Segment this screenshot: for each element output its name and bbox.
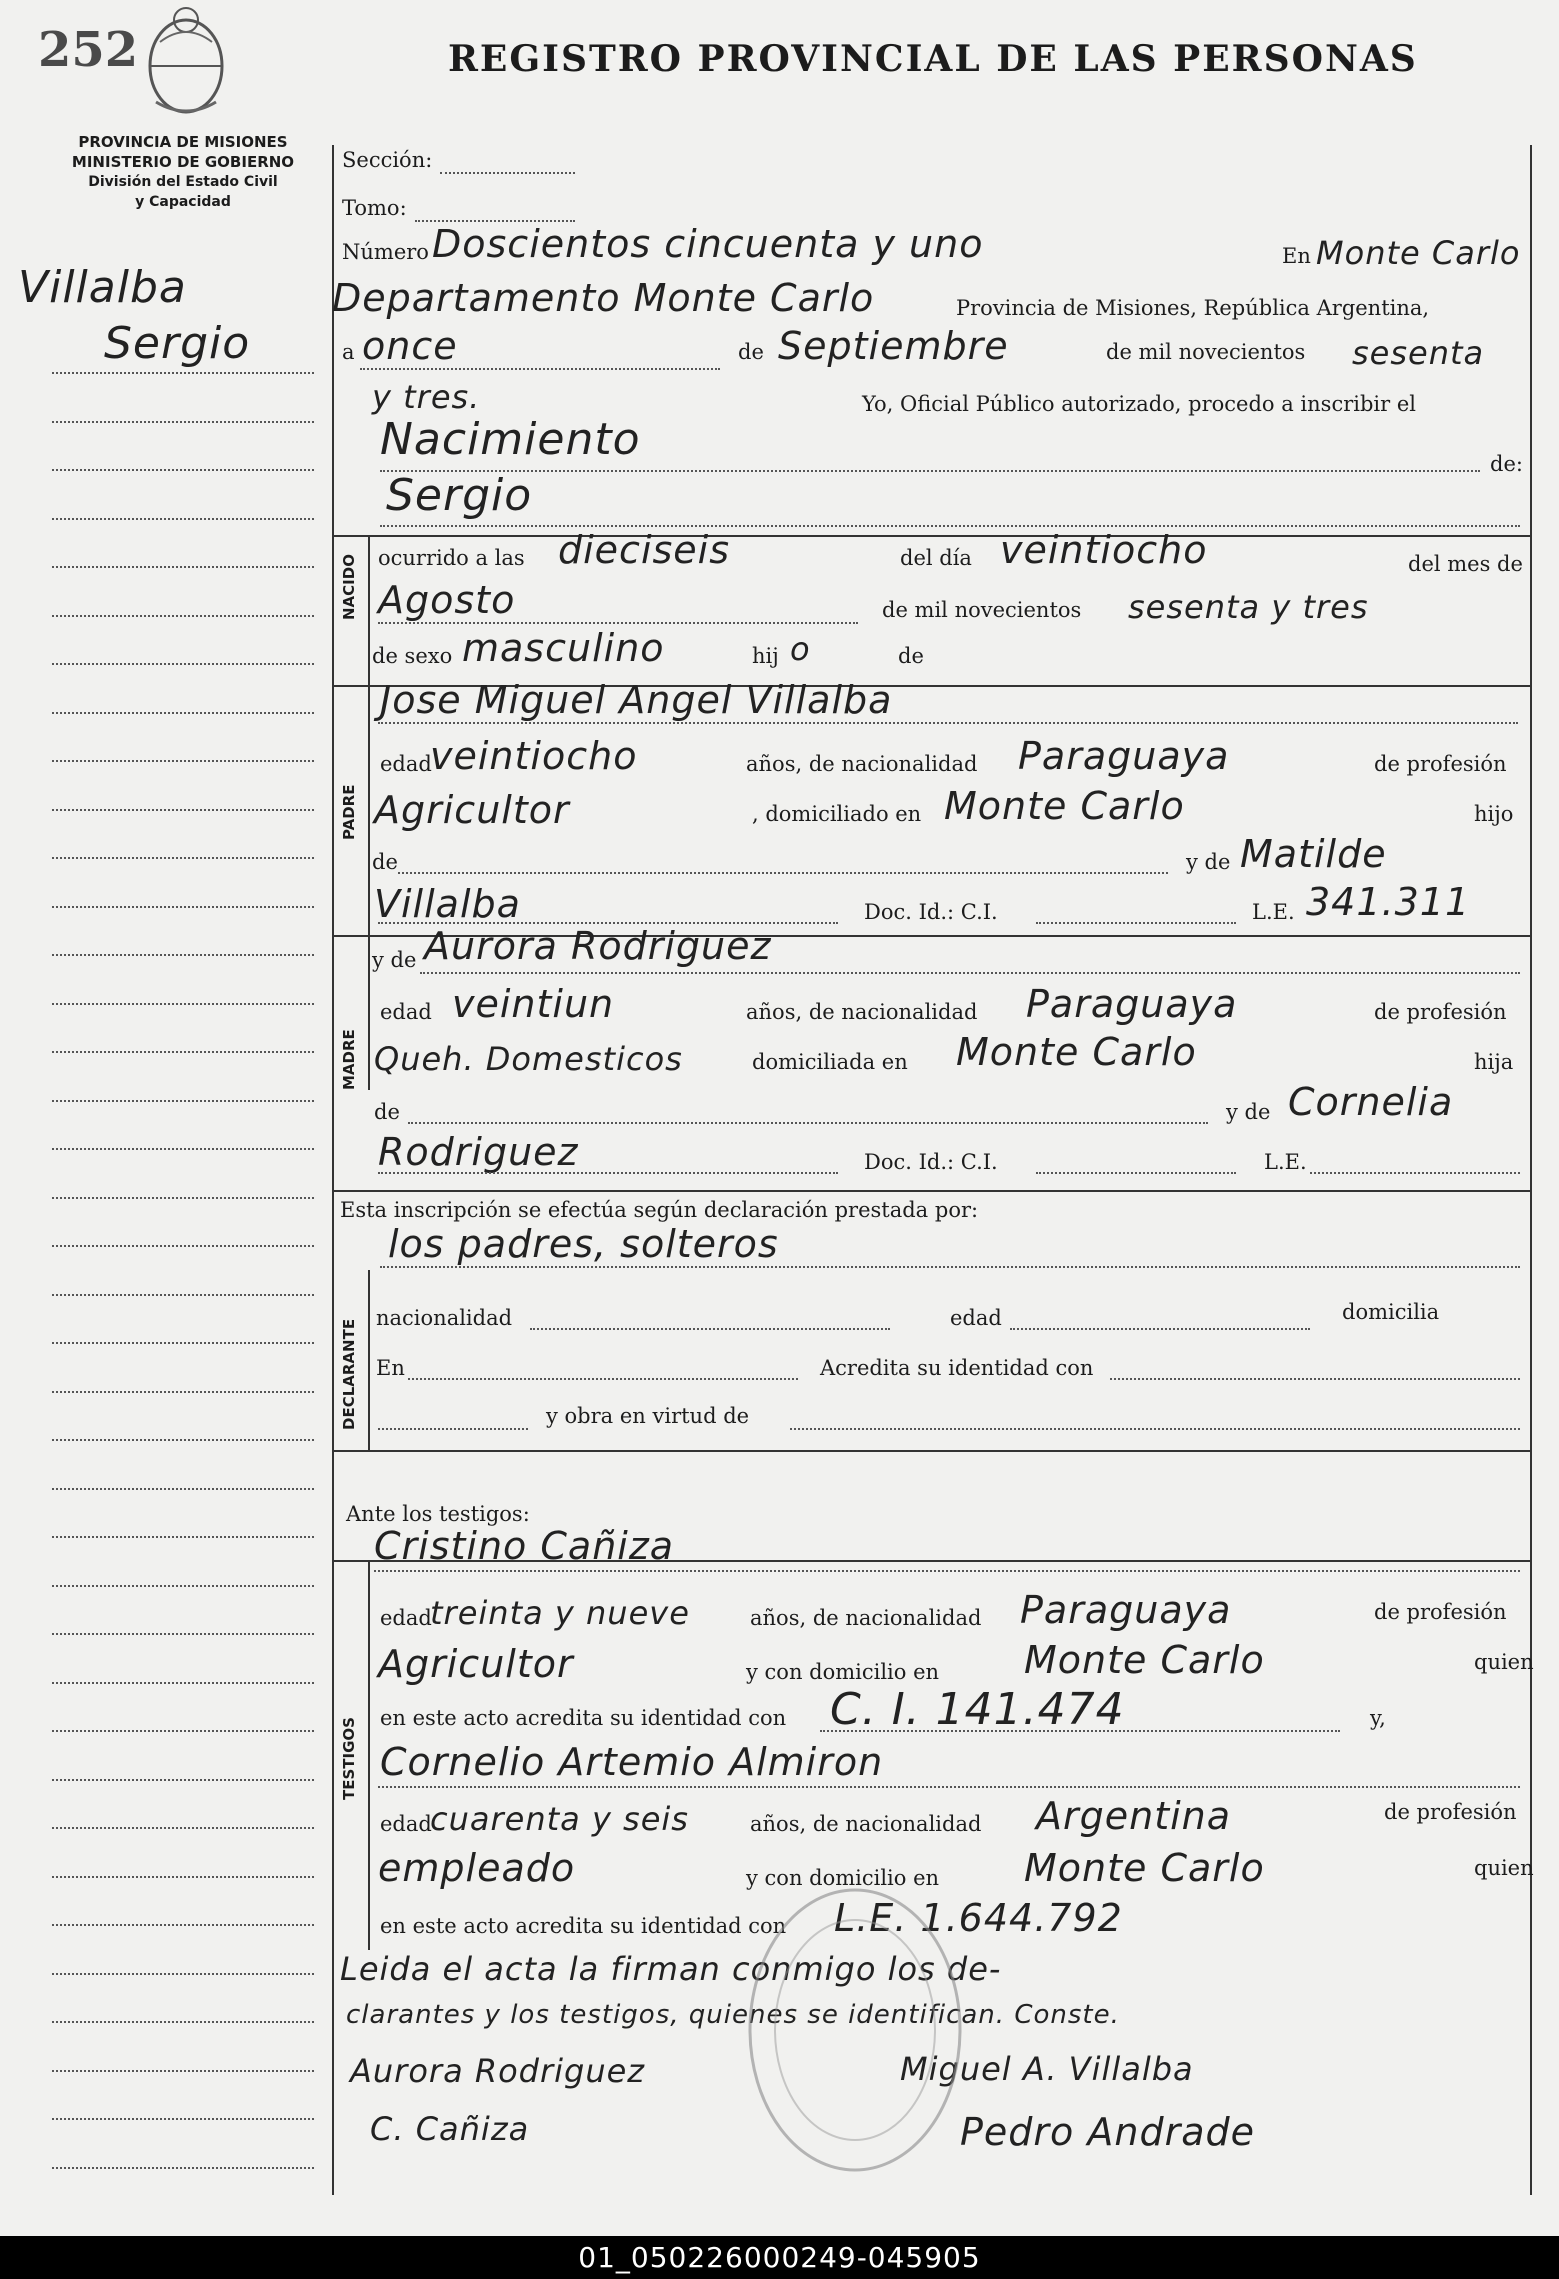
label-t1-acto: en este acto acredita su identidad con [380,1706,787,1730]
declarante-acredita-line [1110,1378,1520,1380]
label-t2-acto: en este acto acredita su identidad con [380,1914,787,1938]
official-stamp-icon [740,1880,970,2180]
margin-ruled-line [52,1827,314,1829]
declarante-edad-line [1010,1328,1310,1330]
label-t2-domicilio: y con domicilio en [746,1866,940,1890]
coat-of-arms-icon [140,2,232,120]
value-t1-domicilio: Monte Carlo [1024,1638,1265,1682]
madre-apellido-line [378,1172,838,1174]
signature-4: Pedro Andrade [960,2110,1255,2154]
padre-box-line [368,685,370,935]
label-madre-doc: Doc. Id.: C.I. [864,1150,998,1174]
label-t1-domicilio: y con domicilio en [746,1660,940,1684]
margin-surname: Villalba [18,262,187,313]
margin-ruled-line [52,1245,314,1247]
label-de-colon: de: [1490,452,1523,476]
label-hijo: hijo [1474,802,1514,826]
t1-doc-line [820,1730,1340,1732]
margin-ruled-line [52,1682,314,1684]
t1-nombre-line [374,1570,1520,1572]
declarante-line [380,1266,1520,1268]
margin-ruled-line [52,1003,314,1005]
margin-ruled-line [52,421,314,423]
value-mes-nacimiento: Agosto [378,578,516,622]
label-nacionalidad: nacionalidad [376,1306,513,1330]
value-hij-suffix: o [790,630,811,668]
label-ocurrido: ocurrido a las [378,546,525,570]
acta-line [380,470,1480,472]
value-departamento: Departamento Monte Carlo [332,276,875,320]
value-t2-domicilio: Monte Carlo [1024,1846,1265,1890]
label-padre-le: L.E. [1252,900,1295,924]
label-t2-profesion: de profesión [1384,1800,1517,1824]
document-title: REGISTRO PROVINCIAL DE LAS PERSONAS [448,38,1418,80]
label-madre: MADRE [340,1029,358,1090]
value-padre-edad: veintiocho [430,734,638,778]
value-t2-doc: L.E. 1.644.792 [834,1896,1123,1940]
label-padre-doc: Doc. Id.: C.I. [864,900,998,924]
value-declarante: los padres, solteros [388,1222,779,1266]
margin-ruled-line [52,809,314,811]
label-obra: y obra en virtud de [546,1404,750,1428]
margin-ruled-line [52,2021,314,2023]
label-en-decl: En [376,1356,405,1380]
margin-ruled-line [52,1148,314,1150]
margin-ruled-line [52,1973,314,1975]
label-esta-inscripcion: Esta inscripción se efectúa según declaración prestada por: [340,1198,979,1222]
value-t1-nombre: Cristino Cañiza [374,1524,675,1568]
margin-ruled-line [52,1439,314,1441]
madre-doc-line [1036,1172,1236,1174]
label-madre-y-de: y de [372,948,417,972]
margin-ruled-line [52,1197,314,1199]
value-en: Monte Carlo [1316,234,1521,272]
label-en: En [1282,244,1311,268]
margin-ruled-line [52,1051,314,1053]
label-padre-profesion: de profesión [1374,752,1507,776]
margin-ruled-line [52,1585,314,1587]
abuelo-materno-line [408,1122,1208,1124]
label-yo: Yo, Oficial Público autorizado, procedo a inscribir el [862,392,1416,416]
value-madre-nacionalidad: Paraguaya [1026,982,1238,1026]
value-t1-doc: C. I. 141.474 [830,1684,1125,1735]
value-padre-nacionalidad: Paraguaya [1018,734,1230,778]
label-padre-nac: años, de nacionalidad [746,752,978,776]
value-anio: sesenta [1352,334,1485,372]
testigos-box-line [368,1560,370,1950]
label-ante-testigos: Ante los testigos: [346,1502,530,1526]
label-numero: Número [342,240,429,264]
value-t2-nacionalidad: Argentina [1036,1794,1232,1838]
margin-ruled-line [52,954,314,956]
label-declarante: DECLARANTE [340,1318,358,1430]
declarante-obra-pre-line [378,1428,528,1430]
label-padre-domicilio: , domiciliado en [752,802,922,826]
value-padre-domicilio: Monte Carlo [944,784,1185,828]
issuer-header: PROVINCIA DE MISIONES MINISTERIO DE GOBIERNO División del Estado Civil y Capacidad [71,133,295,210]
declarante-en-line [408,1378,798,1380]
value-numero: Doscientos cincuenta y uno [432,222,984,266]
signature-3: C. Cañiza [370,2110,530,2148]
margin-ruled-line [52,1730,314,1732]
label-tomo: Tomo: [342,196,407,220]
value-madre-apellido: Rodriguez [378,1130,579,1174]
label-quien-2: quien [1474,1856,1534,1880]
label-a: a [342,340,355,364]
margin-given-name: Sergio [104,318,251,369]
divider-nacido [332,535,1530,537]
madre-box-line [368,935,370,1090]
margin-ruled-line [52,1100,314,1102]
value-anio-nacimiento: sesenta y tres [1128,588,1369,626]
margin-ruled-line [52,906,314,908]
label-madre-edad: edad [380,1000,432,1024]
label-hija: hija [1474,1050,1514,1074]
label-quien-1: quien [1474,1650,1534,1674]
label-domicilia: domicilia [1342,1300,1440,1324]
margin-ruled-line [52,857,314,859]
label-padre-y-de: y de [1186,850,1231,874]
signature-1: Aurora Rodriguez [350,2052,646,2090]
abuelo-paterno-line [398,872,1168,874]
label-testigos: TESTIGOS [340,1717,358,1800]
label-t1-nac: años, de nacionalidad [750,1606,982,1630]
value-madre-profesion: Queh. Domesticos [374,1040,683,1078]
value-hora: dieciseis [558,528,731,572]
margin-ruled-line [52,663,314,665]
nombre-line [380,525,1520,527]
label-del-mes: del mes de [1408,552,1523,576]
label-provincia: Provincia de Misiones, República Argentina, [956,296,1430,320]
value-mes: Septiembre [778,324,1009,368]
margin-ruled-line [52,1779,314,1781]
label-padre-edad: edad [380,752,432,776]
margin-ruled-line [52,1294,314,1296]
main-left-border [332,145,334,2195]
label-t1-profesion: de profesión [1374,1600,1507,1624]
value-t2-edad: cuarenta y seis [430,1800,689,1838]
margin-ruled-line [52,1876,314,1878]
label-padre: PADRE [340,784,358,840]
page-number: 252 [38,22,139,78]
margin-ruled-line [52,1536,314,1538]
label-acredita: Acredita su identidad con [820,1356,1094,1380]
label-madre-le: L.E. [1264,1150,1307,1174]
label-madre-nac: años, de nacionalidad [746,1000,978,1024]
value-anio-cont: y tres. [372,378,481,416]
divider-declarante-bottom [332,1450,1530,1452]
madre-nombre-line [420,972,1520,974]
label-y-comma: y, [1370,1706,1386,1730]
value-madre-edad: veintiun [452,982,615,1026]
label-de-mil: de mil novecientos [1106,340,1306,364]
value-t2-profesion: empleado [378,1846,576,1890]
nacido-box-line [368,535,370,685]
label-del-dia: del día [900,546,972,570]
mes-nacimiento-line [378,622,858,624]
footer-file-id: 01_050226000249-045905 [0,2236,1559,2279]
label-hij: hij [752,644,779,668]
margin-ruled-line [52,2167,314,2169]
value-sexo: masculino [462,626,665,670]
label-madre-profesion: de profesión [1374,1000,1507,1024]
margin-ruled-line [52,1488,314,1490]
label-sexo: de sexo [372,644,453,668]
label-t2-nac: años, de nacionalidad [750,1812,982,1836]
value-padre-nombre: Jose Miguel Angel Villalba [380,678,893,722]
declarante-nac-line [530,1328,890,1330]
value-t2-nombre: Cornelio Artemio Almiron [380,1740,884,1784]
padre-doc-line [1036,922,1236,924]
t2-nombre-line [378,1786,1520,1788]
closing-line-1: Leida el acta la firman conmigo los de- [340,1950,1002,1988]
value-dia-nacimiento: veintiocho [1000,528,1208,572]
madre-le-line [1310,1172,1520,1174]
margin-ruled-line [52,566,314,568]
value-dia: once [362,324,458,368]
margin-ruled-line [52,469,314,471]
value-madre-nombre: Aurora Rodriguez [424,924,772,968]
label-madre-de: de [374,1100,400,1124]
value-padre-apellido: Villalba [374,882,521,926]
margin-ruled-line [52,615,314,617]
label-nacido: NACIDO [340,554,358,620]
dia-line [360,368,720,370]
margin-ruled-line [52,518,314,520]
margin-ruled-line [52,1391,314,1393]
value-madre-domicilio: Monte Carlo [956,1030,1197,1074]
declarante-box-line [368,1270,370,1450]
label-de-padres: de [898,644,924,668]
margin-ruled-line [52,1633,314,1635]
value-padre-profesion: Agricultor [374,788,570,832]
value-acta: Nacimiento [380,414,641,465]
divider-declarante-top [332,1190,1530,1192]
label-de: de [738,340,764,364]
label-padre-de: de [372,850,398,874]
value-padre-le: 341.311 [1306,880,1471,924]
label-de-mil-nov: de mil novecientos [882,598,1082,622]
label-t1-edad: edad [380,1606,432,1630]
seccion-line [440,172,575,174]
margin-ruled-line [52,2118,314,2120]
value-t1-nacionalidad: Paraguaya [1020,1588,1232,1632]
margin-ruled-line [52,712,314,714]
margin-ruled-line [52,1342,314,1344]
label-madre-y-de2: y de [1226,1100,1271,1124]
value-t1-edad: treinta y nueve [430,1594,690,1632]
label-t2-edad: edad [380,1812,432,1836]
value-abuela-materna: Cornelia [1288,1080,1454,1124]
value-nombre: Sergio [386,470,533,521]
padre-nombre-line [378,722,1518,724]
label-edad-decl: edad [950,1306,1002,1330]
signature-2: Miguel A. Villalba [900,2050,1194,2088]
value-t1-profesion: Agricultor [378,1642,574,1686]
margin-ruled-line [52,372,314,374]
label-madre-domicilio: domiciliada en [752,1050,908,1074]
margin-ruled-line [52,760,314,762]
main-right-border [1530,145,1532,2195]
margin-ruled-line [52,1924,314,1926]
margin-ruled-line [52,2070,314,2072]
declarante-obra-line [790,1428,1520,1430]
closing-line-2: clarantes y los testigos, quienes se identifican. Conste. [346,2000,1120,2030]
value-abuela-paterna: Matilde [1240,832,1387,876]
label-seccion: Sección: [342,148,433,172]
